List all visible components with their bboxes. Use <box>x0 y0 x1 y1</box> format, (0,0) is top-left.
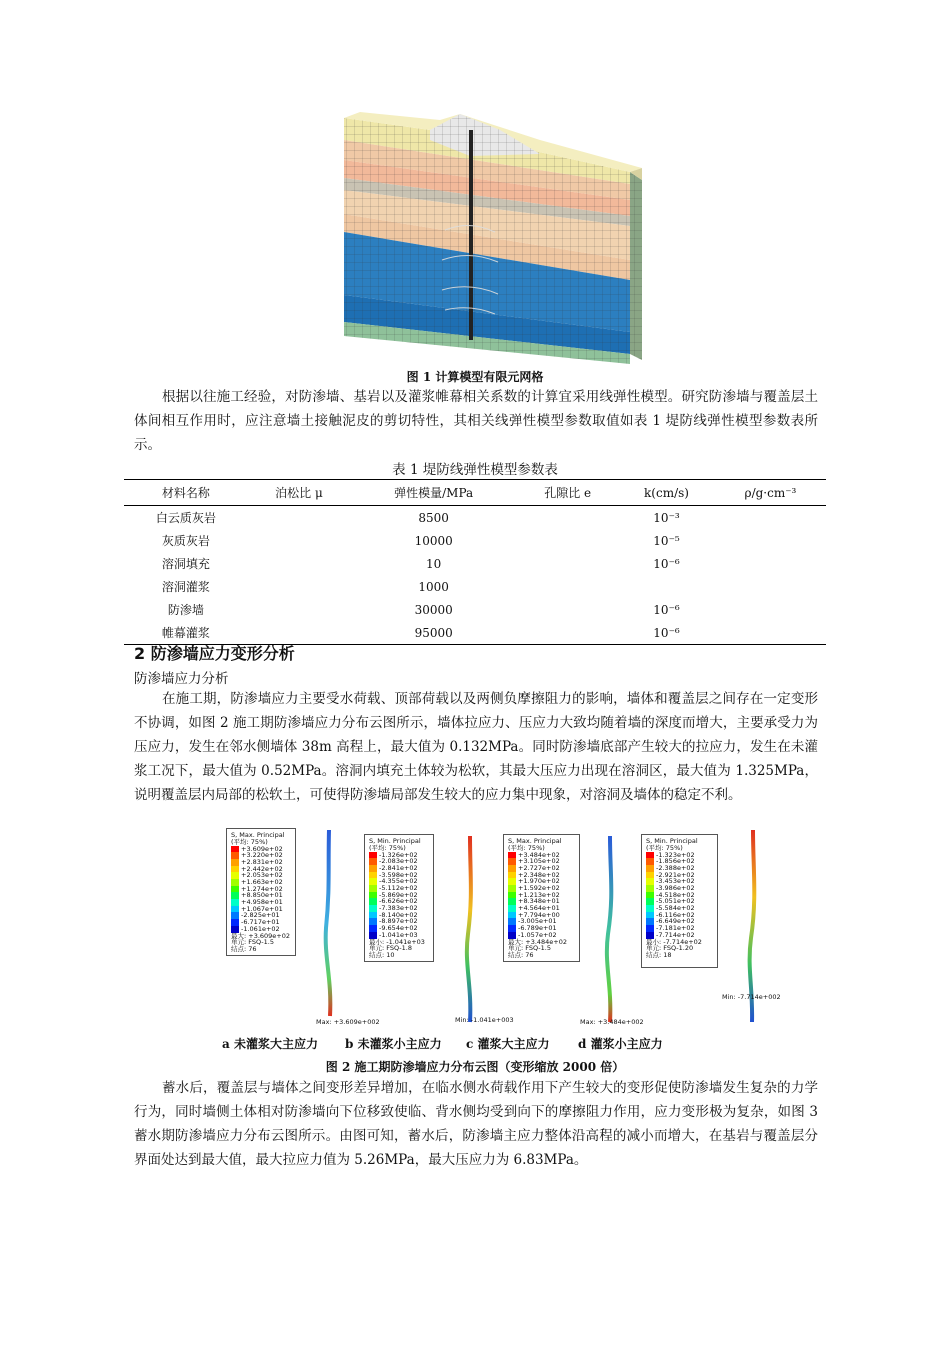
legend-value: -3.598e+02 <box>379 870 418 879</box>
table-cell <box>715 575 826 598</box>
legend-value: -9.654e+02 <box>379 924 418 933</box>
legend-panel-d <box>641 834 718 968</box>
legend-value: -7.714e+02 <box>656 930 695 939</box>
legend-swatch <box>369 872 377 879</box>
legend-value: -7.383e+02 <box>379 904 418 913</box>
header-cell: k(cm/s) <box>618 480 715 506</box>
legend-title: S, Max. Principal (平均: 75%) <box>231 831 285 846</box>
legend-value: +8.850e+01 <box>241 891 283 900</box>
legend-swatch <box>231 859 239 866</box>
table1 <box>124 479 826 645</box>
header-cell: 孔隙比 e <box>517 480 618 506</box>
legend-title: S, Min. Principal (平均: 75%) <box>369 837 421 852</box>
legend-swatch <box>231 906 239 913</box>
legend-swatch <box>231 872 239 879</box>
legend-swatch <box>231 846 239 853</box>
legend-swatch <box>646 892 654 899</box>
legend-value: +8.348e+01 <box>518 897 560 906</box>
legend-value: +3.220e+02 <box>241 851 283 860</box>
panel-label-d: d 灌浆小主应力 <box>578 1037 663 1051</box>
panel-label-b: b 未灌浆小主应力 <box>345 1037 442 1051</box>
legend-value: +3.105e+02 <box>518 857 560 866</box>
table-cell: 10⁻⁶ <box>653 602 680 617</box>
table-cell <box>248 598 350 621</box>
legend-swatch <box>231 912 239 919</box>
legend-value: +1.663e+02 <box>241 877 283 886</box>
legend-swatch <box>231 852 239 859</box>
legend-value: -7.181e+02 <box>656 924 695 933</box>
legend-value: -1.856e+02 <box>656 857 695 866</box>
legend-value: +1.592e+02 <box>518 883 560 892</box>
legend-value: -3.005e+01 <box>518 917 557 926</box>
extreme-label-b: Min: -1.041e+003 <box>455 1016 514 1024</box>
table-cell: 白云质灰岩 <box>155 511 216 525</box>
legend-swatch <box>508 912 516 919</box>
table1-caption: 表 1 堤防线弹性模型参数表 <box>392 462 558 478</box>
legend-swatch <box>369 892 377 899</box>
legend-value: -1.061e+02 <box>241 924 280 933</box>
table-header-row <box>124 480 826 506</box>
legend-value: +1.274e+02 <box>241 884 283 893</box>
legend-swatch <box>231 886 239 893</box>
table-cell <box>715 552 826 575</box>
table-cell: 10 <box>426 556 442 571</box>
legend-swatch <box>508 872 516 879</box>
legend-swatch <box>369 925 377 932</box>
table-cell: 10⁻⁶ <box>653 556 680 571</box>
legend-swatch <box>369 852 377 859</box>
legend-value: +2.831e+02 <box>241 857 283 866</box>
legend-swatch <box>231 879 239 886</box>
table-cell: 95000 <box>350 621 517 645</box>
panel-label-c: c 灌浆大主应力 <box>466 1037 550 1051</box>
figure1-mesh-model <box>330 110 650 365</box>
legend-value: -5.869e+02 <box>379 890 418 899</box>
legend-value: -6.649e+02 <box>656 917 695 926</box>
legend-title: S, Max. Principal (平均: 75%) <box>508 837 562 852</box>
legend-swatch <box>508 898 516 905</box>
legend-value: +4.564e+01 <box>518 904 560 913</box>
table-cell <box>517 598 618 621</box>
panel-label-a: a 未灌浆大主应力 <box>222 1037 318 1051</box>
legend-value: -2.825e+01 <box>241 911 280 920</box>
legend-swatch <box>508 858 516 865</box>
table-cell <box>248 575 350 598</box>
legend-swatch <box>646 925 654 932</box>
table-cell: 1000 <box>418 579 449 594</box>
legend-panel-c <box>503 834 580 962</box>
table-cell <box>715 621 826 645</box>
legend-value: +2.348e+02 <box>518 870 560 879</box>
legend-swatch <box>646 872 654 879</box>
legend-value: -1.326e+02 <box>379 850 418 859</box>
wall-contour-a <box>318 828 342 1018</box>
legend-swatch <box>646 878 654 885</box>
table-cell: 溶洞填充 <box>161 557 210 571</box>
legend-swatch <box>231 919 239 926</box>
legend-swatch <box>369 858 377 865</box>
legend-value: -2.921e+02 <box>656 870 695 879</box>
legend-value: -3.453e+02 <box>656 877 695 886</box>
legend-value: -1.323e+02 <box>656 850 695 859</box>
legend-value: +4.958e+01 <box>241 898 283 907</box>
table-cell <box>517 552 618 575</box>
legend-swatch <box>508 892 516 899</box>
legend-swatch <box>508 925 516 932</box>
table-cell <box>715 529 826 552</box>
legend-panel-a <box>226 828 296 956</box>
legend-value: -4.518e+02 <box>656 890 695 899</box>
legend-value: +2.727e+02 <box>518 863 560 872</box>
table-row <box>124 529 826 552</box>
table-cell: 防渗墙 <box>167 603 204 617</box>
legend-swatch <box>508 852 516 859</box>
table-cell: 灰质灰岩 <box>161 534 210 548</box>
legend-value: -6.116e+02 <box>656 910 695 919</box>
table-row <box>124 552 826 575</box>
header-cell: ρ/g·cm⁻³ <box>715 480 826 506</box>
legend-value: +1.067e+01 <box>241 904 283 913</box>
legend-swatch <box>231 899 239 906</box>
wall-contour-b <box>458 834 482 1024</box>
table-cell <box>517 529 618 552</box>
legend-value: -2.083e+02 <box>379 857 418 866</box>
table-cell <box>248 529 350 552</box>
legend-swatch <box>646 858 654 865</box>
legend-value: +2.442e+02 <box>241 864 283 873</box>
legend-footer: 最小: -1.041e+03 单元: FSQ-1.8 结点: 10 <box>369 937 425 960</box>
legend-value: -8.897e+02 <box>379 917 418 926</box>
legend-value: -5.051e+02 <box>656 897 695 906</box>
table-cell: 10⁻³ <box>653 510 680 525</box>
legend-value: -6.626e+02 <box>379 897 418 906</box>
legend-swatch <box>369 898 377 905</box>
legend-swatch <box>508 865 516 872</box>
legend-value: +7.794e+00 <box>518 910 560 919</box>
table-cell <box>517 506 618 530</box>
table-cell <box>715 506 826 530</box>
legend-swatch <box>508 905 516 912</box>
legend-swatch <box>369 905 377 912</box>
header-cell: 材料名称 <box>124 480 248 506</box>
table-cell: 10⁻⁵ <box>653 533 680 548</box>
legend-swatch <box>646 885 654 892</box>
legend-value: +3.609e+02 <box>241 844 283 853</box>
legend-value: +1.213e+02 <box>518 890 560 899</box>
paragraph-3: 蓄水后，覆盖层与墙体之间变形差异增加，在临水侧水荷载作用下产生较大的变形促使防渗墙发生复杂的力学行为，同时墙侧土体相对防渗墙向下位移致使临、背水侧均受到向下的摩擦阻力作用，应力变形极为复杂，如图 3 蓄水期防渗墙应力分布云图所示。由图可知，蓄水后，防渗墙主应力整体沿高程的减小而增大，在基岩与覆盖层分界面处达到最大值，最大拉应力值为 5.26MPa，最大压应力为 6.83MPa。 <box>134 1080 818 1168</box>
legend-value: -8.140e+02 <box>379 910 418 919</box>
legend-swatch <box>508 878 516 885</box>
table-cell: 8500 <box>418 510 449 525</box>
legend-swatch <box>231 866 239 873</box>
legend-title: S, Min. Principal (平均: 75%) <box>646 837 698 852</box>
legend-swatch <box>646 865 654 872</box>
legend-swatch <box>646 852 654 859</box>
extreme-label-c: Max: +3.484e+002 <box>580 1018 644 1026</box>
legend-value: +1.970e+02 <box>518 877 560 886</box>
table-cell: 帷幕灌浆 <box>124 621 248 645</box>
legend-value: -6.789e+01 <box>518 924 557 933</box>
table-cell: 10000 <box>414 533 453 548</box>
header-cell: 弹性模量/MPa <box>350 480 517 506</box>
table-cell: 30000 <box>414 602 453 617</box>
wall-contour-c <box>598 834 622 1024</box>
legend-swatch <box>231 892 239 899</box>
legend-swatch <box>508 918 516 925</box>
table-row <box>124 506 826 530</box>
section-title: 2 防渗墙应力变形分析 <box>134 644 295 663</box>
figure1-caption: 图 1 计算模型有限元网格 <box>406 370 544 384</box>
paragraph-1: 根据以往施工经验，对防渗墙、基岩以及灌浆帷幕相关系数的计算宜采用线弹性模型。研究防渗墙与覆盖层土体间相互作用时，应注意墙土接触泥皮的剪切特性，其相关线弹性模型参数取值如表 1 堤防线弹性模型参数表所示。 <box>134 389 818 453</box>
table-row <box>124 598 826 621</box>
paragraph-2: 在施工期，防渗墙应力主要受水荷载、顶部荷载以及两侧负摩擦阻力的影响，墙体和覆盖层之间存在一定变形不协调，如图 2 施工期防渗墙应力分布云图所示，墙体拉应力、压应力大致均随着墙的深度而增大，主要承受力为压应力，发生在邻水侧墙体 38m 高程上，最大值为 0.132MPa。同时防渗墙底部产生较大的拉应力，发生在未灌浆工况下，最大值为 0.52MPa。溶洞内填充土体较为松软，其最大压应力出现在溶洞区，最大值为 1.325MPa，说明覆盖层内局部的松软土，可使得防渗墙局部发生较大的应力集中现象，对溶洞及墙体的稳定不利。 <box>134 691 818 803</box>
table-cell <box>517 575 618 598</box>
legend-footer: 最大: +3.484e+02 单元: FSQ-1.5 结点: 76 <box>508 937 568 960</box>
legend-swatch <box>646 918 654 925</box>
legend-swatch <box>646 898 654 905</box>
legend-swatch <box>369 918 377 925</box>
table-cell <box>248 552 350 575</box>
table-cell <box>248 506 350 530</box>
legend-value: +2.053e+02 <box>241 871 283 880</box>
legend-swatch <box>369 865 377 872</box>
legend-swatch <box>508 885 516 892</box>
legend-swatch <box>369 885 377 892</box>
figure2-caption: 图 2 施工期防渗墙应力分布云图（变形缩放 2000 倍） <box>325 1060 625 1074</box>
legend-value: -3.986e+02 <box>656 883 695 892</box>
legend-value: -2.841e+02 <box>379 863 418 872</box>
legend-value: -2.388e+02 <box>656 863 695 872</box>
legend-value: -1.057e+02 <box>518 930 557 939</box>
extreme-label-a: Max: +3.609e+002 <box>316 1018 380 1026</box>
legend-footer: 最大: +3.609e+02 单元: FSQ-1.5 结点: 76 <box>231 931 291 954</box>
table-cell <box>517 621 618 645</box>
legend-swatch <box>646 905 654 912</box>
legend-value: -4.355e+02 <box>379 877 418 886</box>
legend-swatch <box>646 912 654 919</box>
subsection-title: 防渗墙应力分析 <box>134 671 229 687</box>
table-cell <box>618 575 715 598</box>
legend-panel-b <box>364 834 434 962</box>
table-row <box>124 575 826 598</box>
table-cell <box>715 598 826 621</box>
table-cell: 溶洞灌浆 <box>161 580 210 594</box>
legend-value: +3.484e+02 <box>518 850 560 859</box>
table-cell: 10⁻⁶ <box>618 621 715 645</box>
legend-swatch <box>369 912 377 919</box>
legend-value: -1.041e+03 <box>379 930 418 939</box>
legend-value: -6.717e+01 <box>241 918 280 927</box>
legend-footer: 最小: -7.714e+02 单元: FSQ-1.20 结点: 18 <box>646 937 702 960</box>
header-cell: 泊松比 μ <box>248 480 350 506</box>
extreme-label-d: Min: -7.714e+002 <box>722 993 781 1001</box>
legend-value: -5.112e+02 <box>379 883 418 892</box>
legend-swatch <box>369 878 377 885</box>
legend-value: -5.584e+02 <box>656 904 695 913</box>
